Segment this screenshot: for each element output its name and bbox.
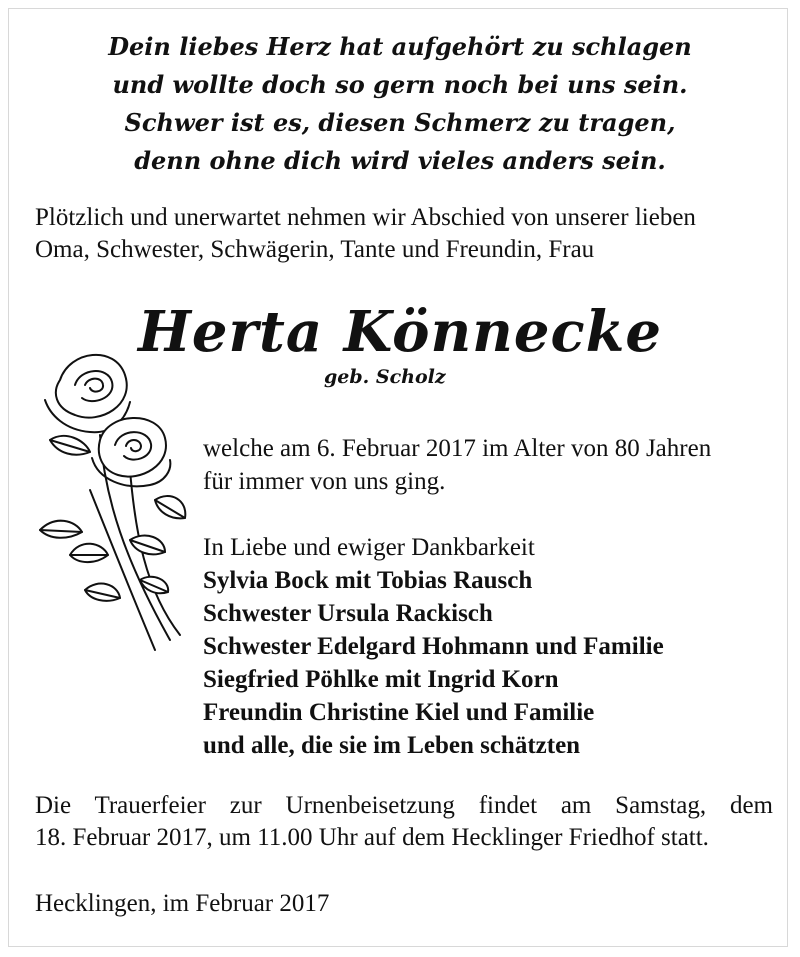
service-line: 18. Februar 2017, um 11.00 Uhr auf dem Hecklinger Friedhof statt.	[35, 824, 709, 851]
mourner-name: Freundin Christine Kiel und Familie	[203, 699, 595, 726]
mourner-name: Siegfried Pöhlke mit Ingrid Korn	[203, 666, 559, 693]
mourners-heading: In Liebe und ewiger Dankbarkeit	[203, 534, 535, 561]
maiden-name: geb. Scholz	[324, 366, 446, 388]
rose-icon	[30, 340, 190, 670]
place-date: Hecklingen, im Februar 2017	[35, 890, 330, 917]
death-line: für immer von uns ging.	[203, 468, 446, 495]
service-info	[35, 790, 773, 854]
mourner-name: Schwester Ursula Rackisch	[203, 600, 493, 627]
mourners-list	[203, 531, 783, 762]
poem-line: Schwer ist es, diesen Schmerz zu tragen,	[124, 108, 676, 137]
intro-line: Plötzlich und unerwartet nehmen wir Abschied von unserer lieben	[35, 204, 696, 231]
mourner-name: Schwester Edelgard Hohmann und Familie	[203, 633, 664, 660]
mourner-name: Sylvia Bock mit Tobias Rausch	[203, 567, 533, 594]
mourner-name: und alle, die sie im Leben schätzten	[203, 732, 581, 759]
death-notice	[203, 432, 783, 498]
intro-text	[35, 202, 775, 266]
poem-line: Dein liebes Herz hat aufgehört zu schlagen	[108, 32, 692, 61]
poem-line: denn ohne dich wird vieles anders sein.	[134, 146, 666, 175]
service-line: Die Trauerfeier zur Urnenbeisetzung findet am Samstag, dem	[35, 792, 773, 819]
poem-line: und wollte doch so gern noch bei uns sein.	[112, 70, 688, 99]
deceased-name: Herta Könnecke	[137, 299, 663, 365]
death-line: welche am 6. Februar 2017 im Alter von 80 Jahren	[203, 435, 712, 462]
intro-line: Oma, Schwester, Schwägerin, Tante und Freundin, Frau	[35, 236, 595, 263]
memorial-poem	[0, 28, 800, 180]
